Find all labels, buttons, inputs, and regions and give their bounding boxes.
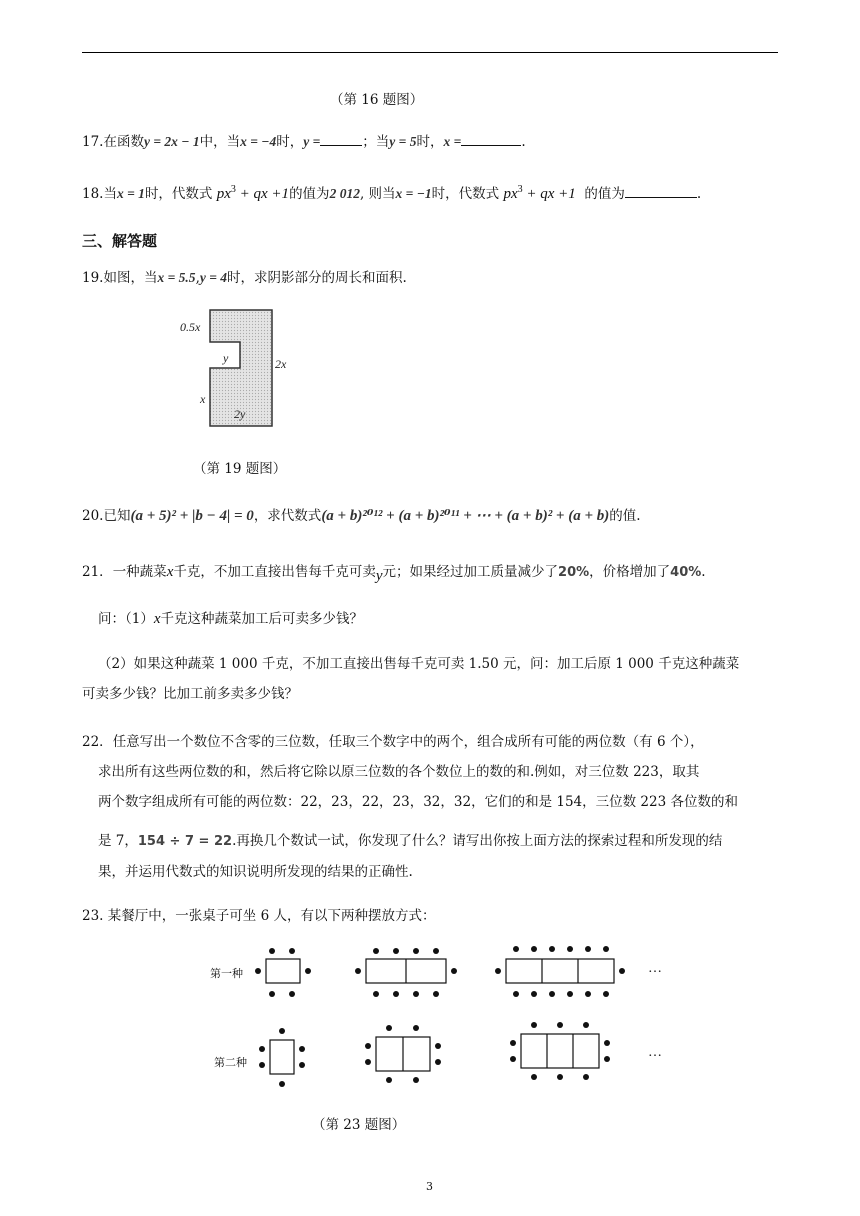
question-21-line3: （2）如果这种蔬菜 1 000 千克，不加工直接出售每千克可卖 1.50 元，问：加工后原 1 000 千克这种蔬菜 xyxy=(98,656,740,672)
question-18: 18.当x = 1时，代数式 $px^3$ + qx +1的值为2 012, 则当x = −1时，代数式 $px^3$ + qx +1 的值为 . xyxy=(82,184,702,202)
table xyxy=(266,959,300,983)
question-22-line1: 22．任意写出一个数位不含零的三位数，任取三个数字中的两个，组合成所有可能的两位数（有 6 个）， xyxy=(82,734,704,750)
polynomial: $px^3$ + qx +1 xyxy=(216,184,290,202)
question-21-line4: 可卖多少钱？比加工前多卖多少钱？ xyxy=(82,686,298,702)
section-title: 三、解答题 xyxy=(82,232,158,250)
row2-label: 第二种 xyxy=(214,1057,247,1069)
label-y: y xyxy=(223,351,229,365)
row1-label: 第一种 xyxy=(210,968,243,980)
page-number: 3 xyxy=(426,1180,433,1193)
polynomial: $px^3$ + qx +1 xyxy=(503,184,576,202)
question-17: 17.在函数y = 2x − 1中，当x = −4时，y = ；当y = 5时，x = . xyxy=(82,134,526,150)
label-0-5x: 0.5x xyxy=(180,320,201,334)
question-22-line4: 是 7，154 ÷ 7 = 22.再换几个数试一试，你发现了什么？请写出你按上面方法的探索过程和所发现的结 xyxy=(98,833,723,849)
ellipsis: … xyxy=(648,1045,662,1060)
question-20: 20.已知(a + 5)² + |b − 4| = 0，求代数式(a + b)²⁰¹² + (a + b)²⁰¹¹ + ⋯ + (a + b)² + (a + b)的值. xyxy=(82,508,641,524)
question-21-line1: 21．一种蔬菜x千克，不加工直接出售每千克可卖y元；如果经过加工质量减少了20%，价格增加了40%. xyxy=(82,564,706,584)
table xyxy=(521,1034,599,1068)
answer-blank[interactable] xyxy=(625,185,697,198)
header-rule xyxy=(82,52,778,53)
fig16-caption: （第 16 题图） xyxy=(330,92,424,108)
question-21-line2: 问：（1）x千克这种蔬菜加工后可卖多少钱？ xyxy=(98,611,364,627)
table xyxy=(506,959,614,983)
question-22-line5: 果，并运用代数式的知识说明所发现的结果的正确性. xyxy=(98,864,413,880)
fig23-caption: （第 23 题图） xyxy=(312,1117,406,1133)
fig19-caption: （第 19 题图） xyxy=(193,461,287,477)
question-23: 23. 某餐厅中，一张桌子可坐 6 人，有以下两种摆放方式： xyxy=(82,908,436,924)
answer-blank[interactable] xyxy=(461,133,521,146)
question-22-line3: 两个数字组成所有可能的两位数：22，23，22，23，32，32，它们的和是 154，三位数 223 各位数的和 xyxy=(98,794,738,810)
label-2y: 2y xyxy=(234,407,246,421)
ellipsis: … xyxy=(648,961,662,976)
question-19: 19.如图，当x = 5.5,y = 4时，求阴影部分的周长和面积. xyxy=(82,270,407,286)
label-x: x xyxy=(200,392,206,406)
label-2x: 2x xyxy=(275,357,287,371)
fig19-diagram xyxy=(176,302,296,432)
question-22-line2: 求出所有这些两位数的和，然后将它除以原三位数的各个数位上的数的和.例如，对三位数 223，取其 xyxy=(98,764,700,780)
fig23-diagram xyxy=(190,938,680,1098)
table xyxy=(270,1040,294,1074)
answer-blank[interactable] xyxy=(320,133,362,146)
